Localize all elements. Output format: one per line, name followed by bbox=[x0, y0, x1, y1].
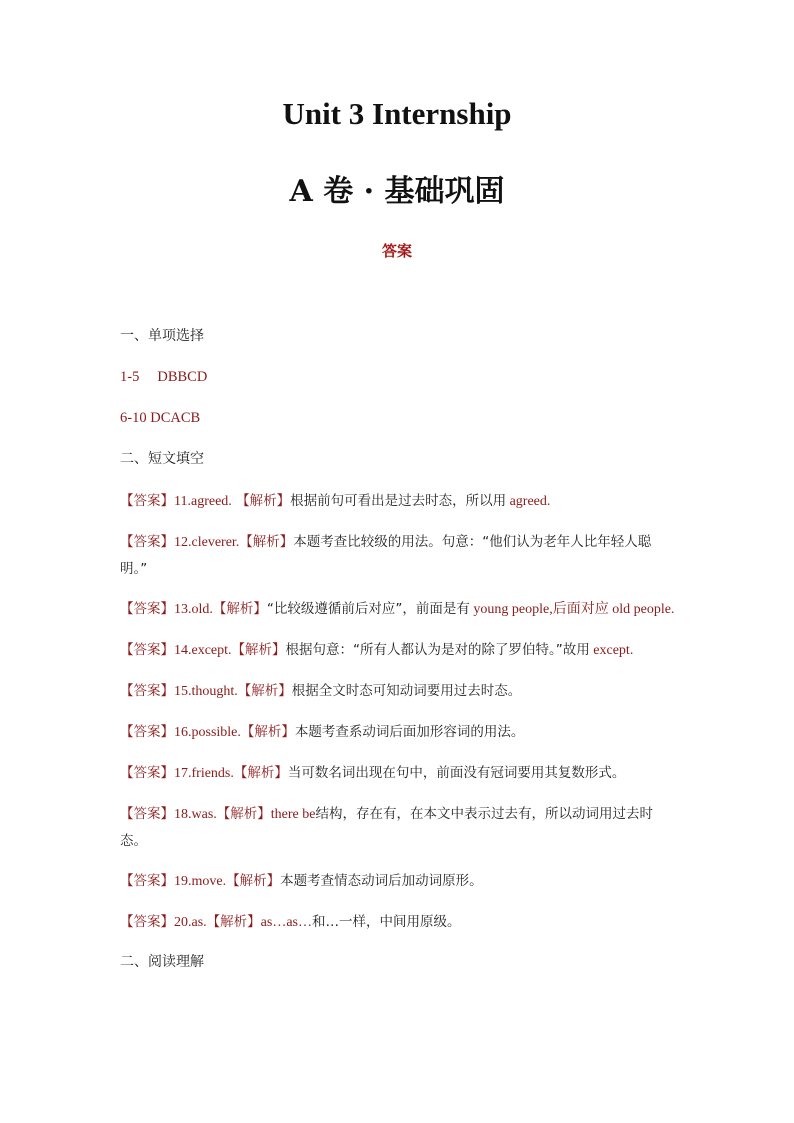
cloze-answer-item bbox=[120, 868, 676, 895]
cloze-answer-item bbox=[120, 909, 676, 936]
answer-tag: 【答案】 bbox=[120, 601, 174, 617]
answer-tag: 【答案】 bbox=[120, 642, 174, 658]
analysis-tag: 【解析】 bbox=[231, 642, 286, 658]
analysis-tag: 【解析】 bbox=[237, 683, 292, 699]
answer-word: 15.thought. bbox=[174, 684, 238, 699]
answer-content bbox=[120, 324, 676, 991]
cloze-answer-item bbox=[120, 637, 676, 664]
answer-tag: 【答案】 bbox=[120, 765, 174, 781]
answer-word: 16.possible. bbox=[174, 725, 241, 740]
analysis-text: “比较级遵循前后对应”，前面是有 bbox=[266, 601, 470, 617]
answer-word: 20.as. bbox=[174, 915, 207, 930]
answer-word: 11.agreed. bbox=[174, 494, 232, 509]
analysis-text: 根据全文时态可知动词要用过去时态。 bbox=[291, 683, 522, 699]
answer-tag: 【答案】 bbox=[120, 493, 174, 509]
row-range: 6-10 bbox=[120, 410, 147, 426]
cloze-answer-item bbox=[120, 760, 676, 787]
analysis-english-tail: 后面对应 old people. bbox=[552, 602, 675, 617]
answer-tag: 【答案】 bbox=[120, 683, 174, 699]
answer-tag: 【答案】 bbox=[120, 806, 174, 822]
analysis-tag: 【解析】 bbox=[233, 765, 288, 781]
analysis-tag: 【解析】 bbox=[206, 914, 261, 930]
row-range: 1-5 bbox=[120, 369, 140, 385]
section-heading-reading: 二、阅读理解 bbox=[120, 954, 204, 970]
answer-tag: 【答案】 bbox=[120, 534, 174, 550]
cloze-answer-item bbox=[120, 719, 676, 746]
answer-heading: 答案 bbox=[381, 242, 412, 260]
analysis-tag: 【解析】 bbox=[216, 806, 271, 822]
analysis-english: agreed. bbox=[506, 494, 551, 509]
analysis-tag: 【解析】 bbox=[239, 534, 294, 550]
answer-tag: 【答案】 bbox=[120, 873, 174, 889]
row-answers: DCACB bbox=[150, 410, 201, 426]
document-title: Unit 3 Internship bbox=[282, 96, 512, 131]
section-heading-single-choice: 一、单项选择 bbox=[120, 328, 204, 344]
analysis-text: 结构，存在有，在本文中表示过去有，所以动词用过去时态。 bbox=[120, 806, 653, 849]
answer-word: 12.cleverer. bbox=[174, 535, 240, 550]
answer-tag: 【答案】 bbox=[120, 724, 174, 740]
cloze-answer-item bbox=[120, 678, 676, 705]
analysis-tag: 【解析】 bbox=[240, 724, 295, 740]
analysis-text: 根据前句可看出是过去时态，所以用 bbox=[290, 493, 507, 509]
document-subtitle: A 卷 · 基础巩固 bbox=[289, 174, 505, 209]
analysis-tag: 【解析】 bbox=[212, 601, 267, 617]
single-choice-row bbox=[120, 365, 676, 389]
analysis-english: young people, bbox=[469, 602, 553, 617]
single-choice-row bbox=[120, 406, 676, 430]
answer-word: 19.move. bbox=[174, 874, 227, 889]
analysis-text: 和…一样，中间用原级。 bbox=[312, 914, 461, 930]
answer-word: 13.old. bbox=[174, 602, 213, 617]
analysis-text: 本题考查情态动词后加动词原形。 bbox=[280, 873, 483, 889]
analysis-text: 根据句意：“所有人都认为是对的除了罗伯特。”故用 bbox=[285, 642, 590, 658]
answer-word: 17.friends. bbox=[174, 766, 234, 781]
analysis-english: there be bbox=[270, 807, 316, 822]
answer-tag: 【答案】 bbox=[120, 914, 174, 930]
analysis-english: as…as… bbox=[260, 915, 312, 930]
analysis-text: 本题考查系动词后面加形容词的用法。 bbox=[294, 724, 525, 740]
analysis-text: 当可数名词出现在句中，前面没有冠词要用其复数形式。 bbox=[287, 765, 626, 781]
analysis-text: 本题考查比较级的用法。句意：“他们认为老年人比年轻人聪明。” bbox=[120, 534, 652, 577]
cloze-answer-item bbox=[120, 596, 676, 623]
answer-word: 18.was. bbox=[174, 807, 217, 822]
row-answers: DBBCD bbox=[157, 369, 208, 385]
analysis-tag: 【解析】 bbox=[236, 493, 291, 509]
analysis-english: except. bbox=[589, 643, 634, 658]
section-heading-cloze: 二、短文填空 bbox=[120, 451, 204, 467]
cloze-answer-item bbox=[120, 801, 676, 854]
cloze-answer-item bbox=[120, 488, 676, 515]
analysis-tag: 【解析】 bbox=[226, 873, 281, 889]
answer-word: 14.except. bbox=[174, 643, 232, 658]
cloze-answer-item bbox=[120, 529, 676, 582]
